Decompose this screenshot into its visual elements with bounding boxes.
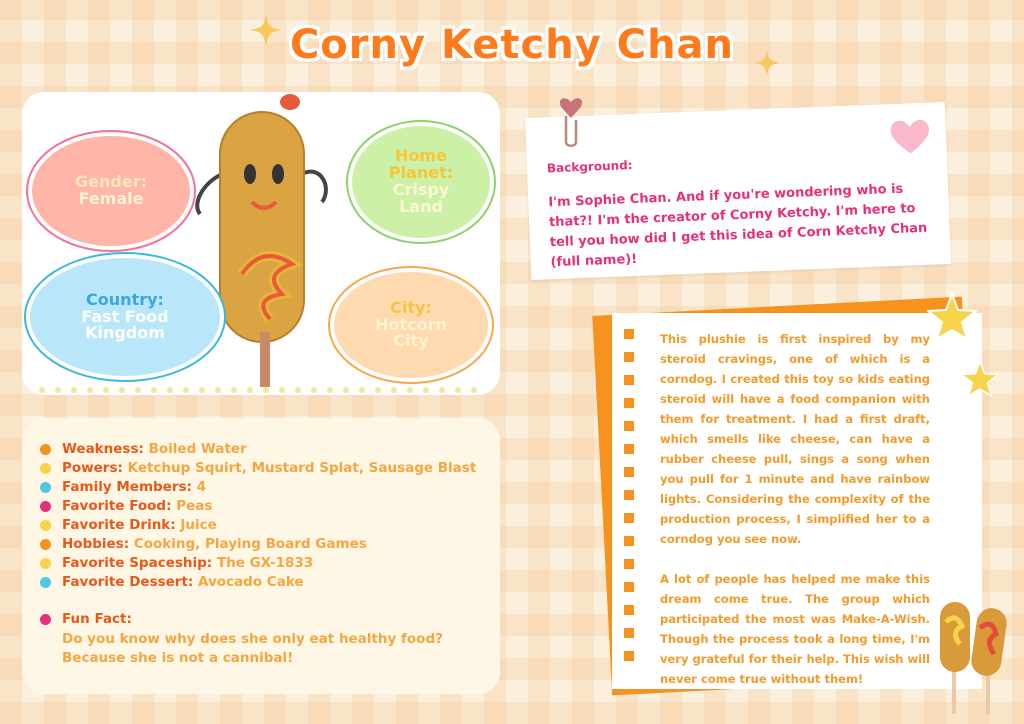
- bullet-dot: [40, 501, 51, 512]
- background-body: I'm Sophie Chan. And if you're wondering who is that?! I'm the creator of Corny Ketchy. I'm here to tell you how did I get this idea of Corn Ketchy Chan (full name)!: [548, 181, 928, 271]
- country-label: Country:: [86, 289, 164, 309]
- country-value: Fast Food Kingdom: [81, 306, 169, 343]
- sparkle-icon: [754, 50, 780, 76]
- fun-fact-line: Do you know why does she only eat healthy food?: [62, 631, 443, 647]
- info-item: [40, 460, 476, 479]
- sparkle-icon: [250, 14, 282, 46]
- bullet-dot: [40, 520, 51, 531]
- bullet-dot: [40, 482, 51, 493]
- info-value: Cooking, Playing Board Games: [133, 536, 367, 552]
- story-paragraph: This plushie is first inspired by my steroid cravings, one of which is a corndog. I created this toy so kids eating steroid will have a food companion with them for treatment. I had a first draft, which smells like cheese, can have a rubber cheese pull, sings a song when you pull for 1 minute and have rainbow lights. Considering the complexity of the production process, I simplified her to a corndog you see now.: [660, 332, 930, 546]
- info-value: Ketchup Squirt, Mustard Splat, Sausage Blast: [127, 460, 477, 476]
- info-item: [40, 555, 476, 574]
- home-planet-value: Crispy Land: [392, 180, 450, 216]
- info-item: [40, 574, 476, 593]
- info-item: [40, 479, 476, 498]
- story-card: [612, 313, 982, 689]
- info-value: Avocado Cake: [198, 574, 304, 590]
- info-value: Peas: [176, 498, 213, 514]
- heart-icon: [887, 117, 932, 157]
- binder-holes: [624, 329, 634, 674]
- info-value: The GX-1833: [216, 555, 314, 571]
- page-title: Corny Ketchy Chan: [289, 22, 735, 68]
- city-bubble: [334, 272, 488, 378]
- paperclip-icon: [556, 90, 586, 148]
- bullet-dot: [40, 539, 51, 550]
- bullet-dot: [40, 577, 51, 588]
- info-key: Favorite Drink:: [62, 517, 176, 533]
- info-key: Weakness:: [62, 441, 144, 457]
- story-text: [660, 329, 930, 709]
- home-planet-bubble: [352, 126, 490, 238]
- star-icon: [926, 292, 978, 342]
- info-key: Favorite Spaceship:: [62, 555, 213, 571]
- bullet-dot: [40, 558, 51, 569]
- info-item: [40, 441, 476, 460]
- city-value: Hotcorn City: [375, 314, 447, 351]
- gender-value: Female: [78, 189, 144, 208]
- fun-fact-heading: Fun Fact:: [62, 611, 132, 627]
- gender-bubble: [32, 136, 190, 246]
- country-bubble: [30, 258, 220, 376]
- bullet-dot: [40, 444, 51, 455]
- info-key: Favorite Dessert:: [62, 574, 194, 590]
- info-key: Family Members:: [62, 479, 192, 495]
- gender-label: Gender:: [75, 172, 147, 192]
- info-value: Boiled Water: [148, 441, 247, 457]
- info-value: 4: [196, 479, 207, 495]
- background-heading: Background:: [546, 158, 633, 176]
- fun-fact-text: [62, 630, 502, 668]
- info-item: [40, 517, 476, 536]
- bullet-dot: [40, 614, 51, 625]
- info-list: [40, 441, 476, 593]
- background-note: [525, 102, 951, 280]
- fun-fact-line: Because she is not a cannibal!: [62, 650, 294, 666]
- bullet-dot: [40, 463, 51, 474]
- info-item: [40, 498, 476, 517]
- info-key: Hobbies:: [62, 536, 130, 552]
- story-paragraph: A lot of people has helped me make this dream come true. The group which participated the most was Make-A-Wish. Though the process took a long time, I'm very grateful for their help. This wish will never come true without them!: [660, 572, 930, 686]
- character-panel: [22, 92, 500, 395]
- info-value: Juice: [180, 517, 217, 533]
- info-key: Powers:: [62, 460, 123, 476]
- city-label: City:: [390, 297, 432, 317]
- info-key: Favorite Food:: [62, 498, 172, 514]
- star-icon: [960, 360, 1000, 398]
- corndog-icon: [936, 598, 1016, 716]
- home-planet-label: Home Planet:: [388, 146, 454, 183]
- info-item: [40, 536, 476, 555]
